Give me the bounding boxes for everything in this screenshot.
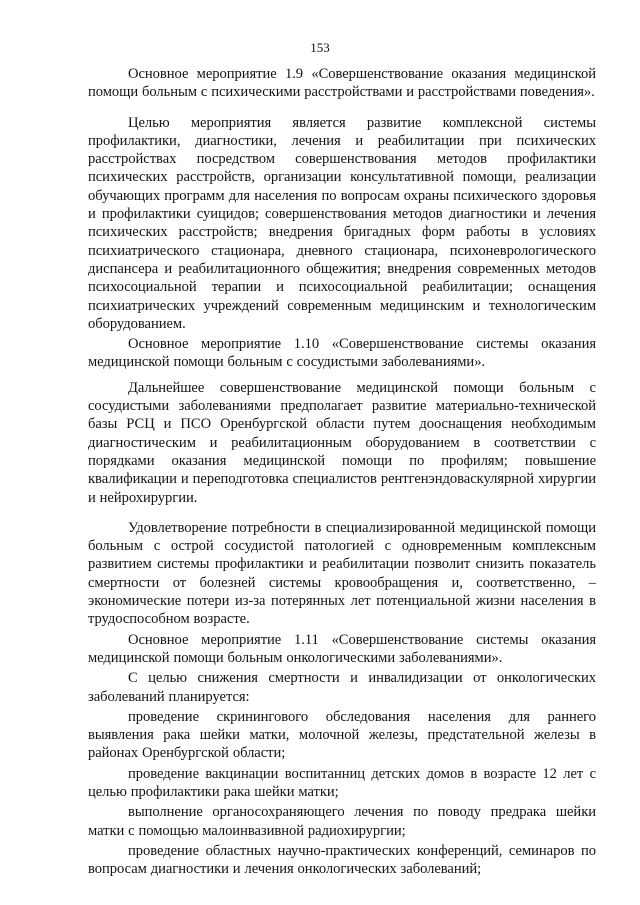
paragraph-vascular-care: Дальнейшее совершенствование медицинской помощи больным с сосудистыми заболеваниями предполагает развитие материально-технической базы РСЦ и ПСО Оренбургской области путем дооснащения необходимым диагностическим и реабилитационным оборудованием в соответствии с порядками оказания медицинской помощи по профилям; повышение квалификации и переподготовка специалистов рентгенэндоваскулярной хирургии и нейрохирургии. bbox=[88, 379, 596, 506]
document-body bbox=[88, 65, 596, 878]
paragraph-measure-1-9-goal: Целью мероприятия является развитие комплексной системы профилактики, диагностики, лечения и реабилитации при психических расстройствах посредством совершенствования методов профилактики психических расстройств, организации консультативной помощи, реализации обучающих программ для населения по вопросам охраны психического здоровья и профилактики суицидов; совершенствования методов диагностики и лечения психических расстройств; внедрения бригадных форм работы в условиях психиатрического стационара, дневного стационара, психоневрологического диспансера и реабилитационного общежития; внедрения современных методов психосоциальной терапии и психосоциальной реабилитации; оснащения психиатрических учреждений современным медицинским и технологическим оборудованием. bbox=[88, 114, 596, 332]
list-item-organ-preserving-treatment: выполнение органосохраняющего лечения по поводу предрака шейки матки с помощью малоинвазивной радиохирургии; bbox=[88, 804, 596, 839]
paragraph-measure-1-9-heading: Основное мероприятие 1.9 «Совершенствование оказания медицинской помощи больным с психическими расстройствами и расстройствами поведения». bbox=[88, 66, 596, 101]
paragraph-oncology-intro: С целью снижения смертности и инвалидизации от онкологических заболеваний планируется: bbox=[88, 670, 596, 705]
list-item-conferences: проведение областных научно-практических конференций, семинаров по вопросам диагностики и лечения онкологических заболеваний; bbox=[88, 842, 596, 878]
paragraph-measure-1-11-heading: Основное мероприятие 1.11 «Совершенствование системы оказания медицинской помощи больным онкологическими заболеваниями». bbox=[88, 631, 596, 666]
paragraph-vascular-outcome: Удовлетворение потребности в специализированной медицинской помощи больным с острой сосудистой патологией с одновременным комплексным развитием системы профилактики и реабилитации позволит снизить показатель смертности от болезней системы кровообращения и, соответственно, – экономические потери из-за потерянных лет потенциальной жизни населения в трудоспособном возрасте. bbox=[88, 519, 596, 628]
list-item-vaccination: проведение вакцинации воспитанниц детских домов в возрасте 12 лет с целью профилактики рака шейки матки; bbox=[88, 765, 596, 800]
page-number: 153 bbox=[310, 40, 330, 55]
paragraph-measure-1-10-heading: Основное мероприятие 1.10 «Совершенствование системы оказания медицинской помощи больным с сосудистыми заболеваниями». bbox=[88, 336, 596, 371]
list-item-screening: проведение скринингового обследования населения для раннего выявления рака шейки матки, молочной железы, предстательной железы в районах Оренбургской области; bbox=[88, 708, 596, 762]
